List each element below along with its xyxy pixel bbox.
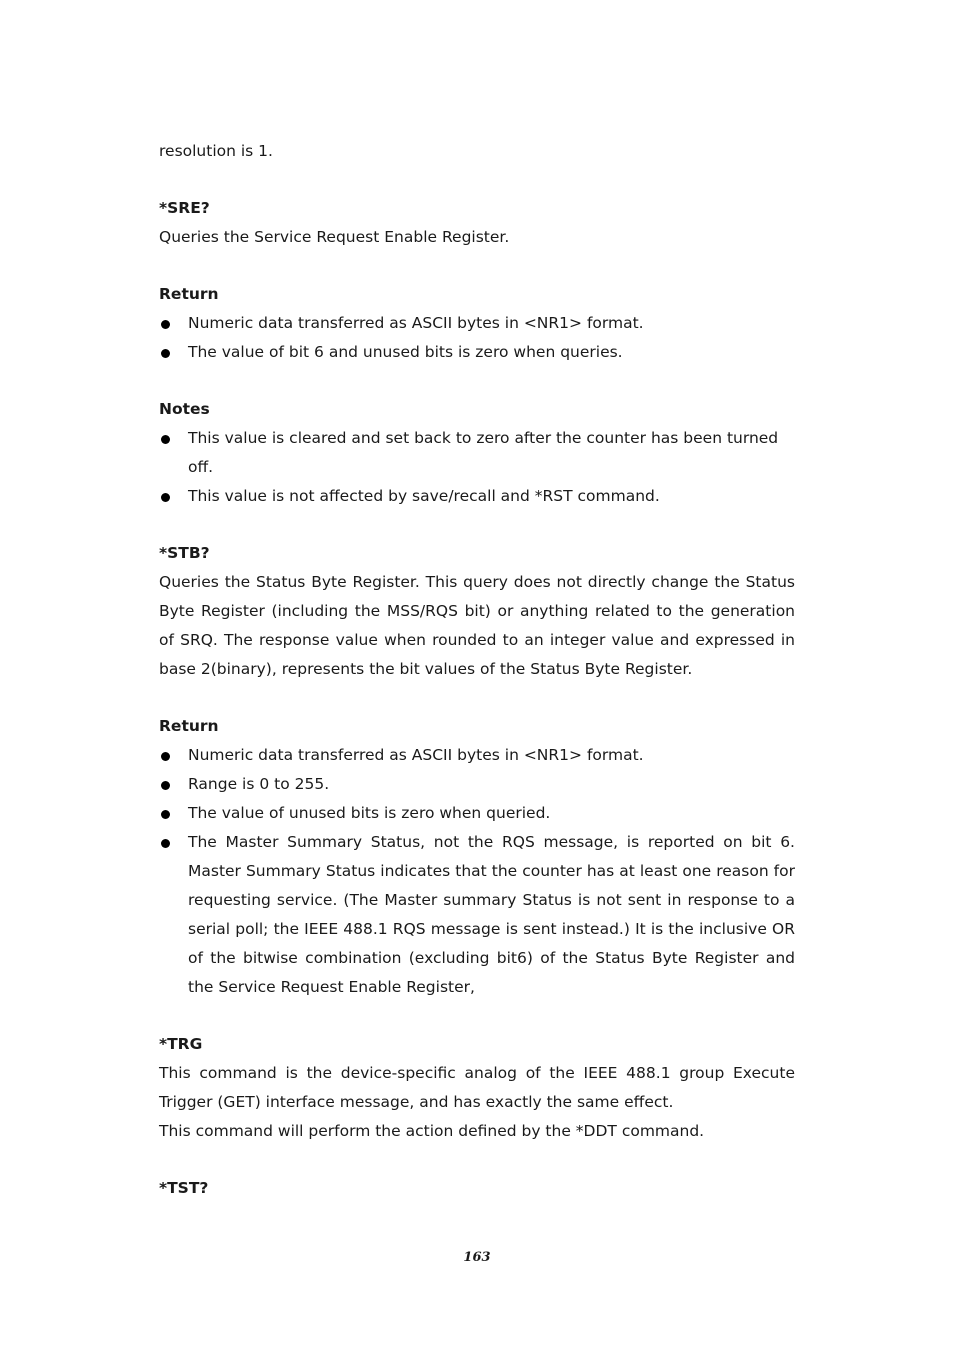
trg-heading: *TRG bbox=[159, 1035, 203, 1053]
sre-return-list bbox=[159, 309, 795, 367]
stb-heading: *STB? bbox=[159, 544, 210, 562]
list-item: The value of unused bits is zero when queried. bbox=[159, 799, 795, 828]
list-item: Numeric data transferred as ASCII bytes in <NR1> format. bbox=[159, 309, 795, 338]
list-item: This value is not affected by save/recall and *RST command. bbox=[159, 482, 795, 511]
sre-notes-list bbox=[159, 424, 795, 511]
list-item: This value is cleared and set back to zero after the counter has been turned off. bbox=[159, 424, 795, 482]
list-item: Numeric data transferred as ASCII bytes in <NR1> format. bbox=[159, 741, 795, 770]
tst-heading: *TST? bbox=[159, 1179, 209, 1197]
page-content bbox=[159, 137, 795, 1203]
list-item: The value of bit 6 and unused bits is zero when queries. bbox=[159, 338, 795, 367]
sre-return-heading: Return bbox=[159, 285, 219, 303]
sre-notes-heading: Notes bbox=[159, 400, 210, 418]
list-item: The Master Summary Status, not the RQS message, is reported on bit 6. Master Summary Status indicates that the counter has at least one reason for requesting service. (The Master summary Status is not sent in response to a serial poll; the IEEE 488.1 RQS message is sent instead.) It is the inclusive OR of the bitwise combination (excluding bit6) of the Status Byte Register and the Service Request Enable Register, bbox=[159, 828, 795, 1002]
trg-description-2: This command will perform the action defined by the *DDT command. bbox=[159, 1122, 705, 1140]
sre-heading: *SRE? bbox=[159, 199, 210, 217]
intro-text: resolution is 1. bbox=[159, 142, 273, 160]
trg-description: This command is the device-specific analog of the IEEE 488.1 group Execute Trigger (GET) interface message, and has exactly the same effect. bbox=[159, 1064, 795, 1111]
stb-description: Queries the Status Byte Register. This query does not directly change the Status Byte Register (including the MSS/RQS bit) or anything related to the generation of SRQ. The response value when rounded to an integer value and expressed in base 2(binary), represents the bit values of the Status Byte Register. bbox=[159, 573, 795, 678]
list-item: Range is 0 to 255. bbox=[159, 770, 795, 799]
sre-description: Queries the Service Request Enable Register. bbox=[159, 228, 510, 246]
page-number: 163 bbox=[463, 1250, 491, 1265]
stb-return-heading: Return bbox=[159, 717, 219, 735]
stb-return-list bbox=[159, 741, 795, 1002]
